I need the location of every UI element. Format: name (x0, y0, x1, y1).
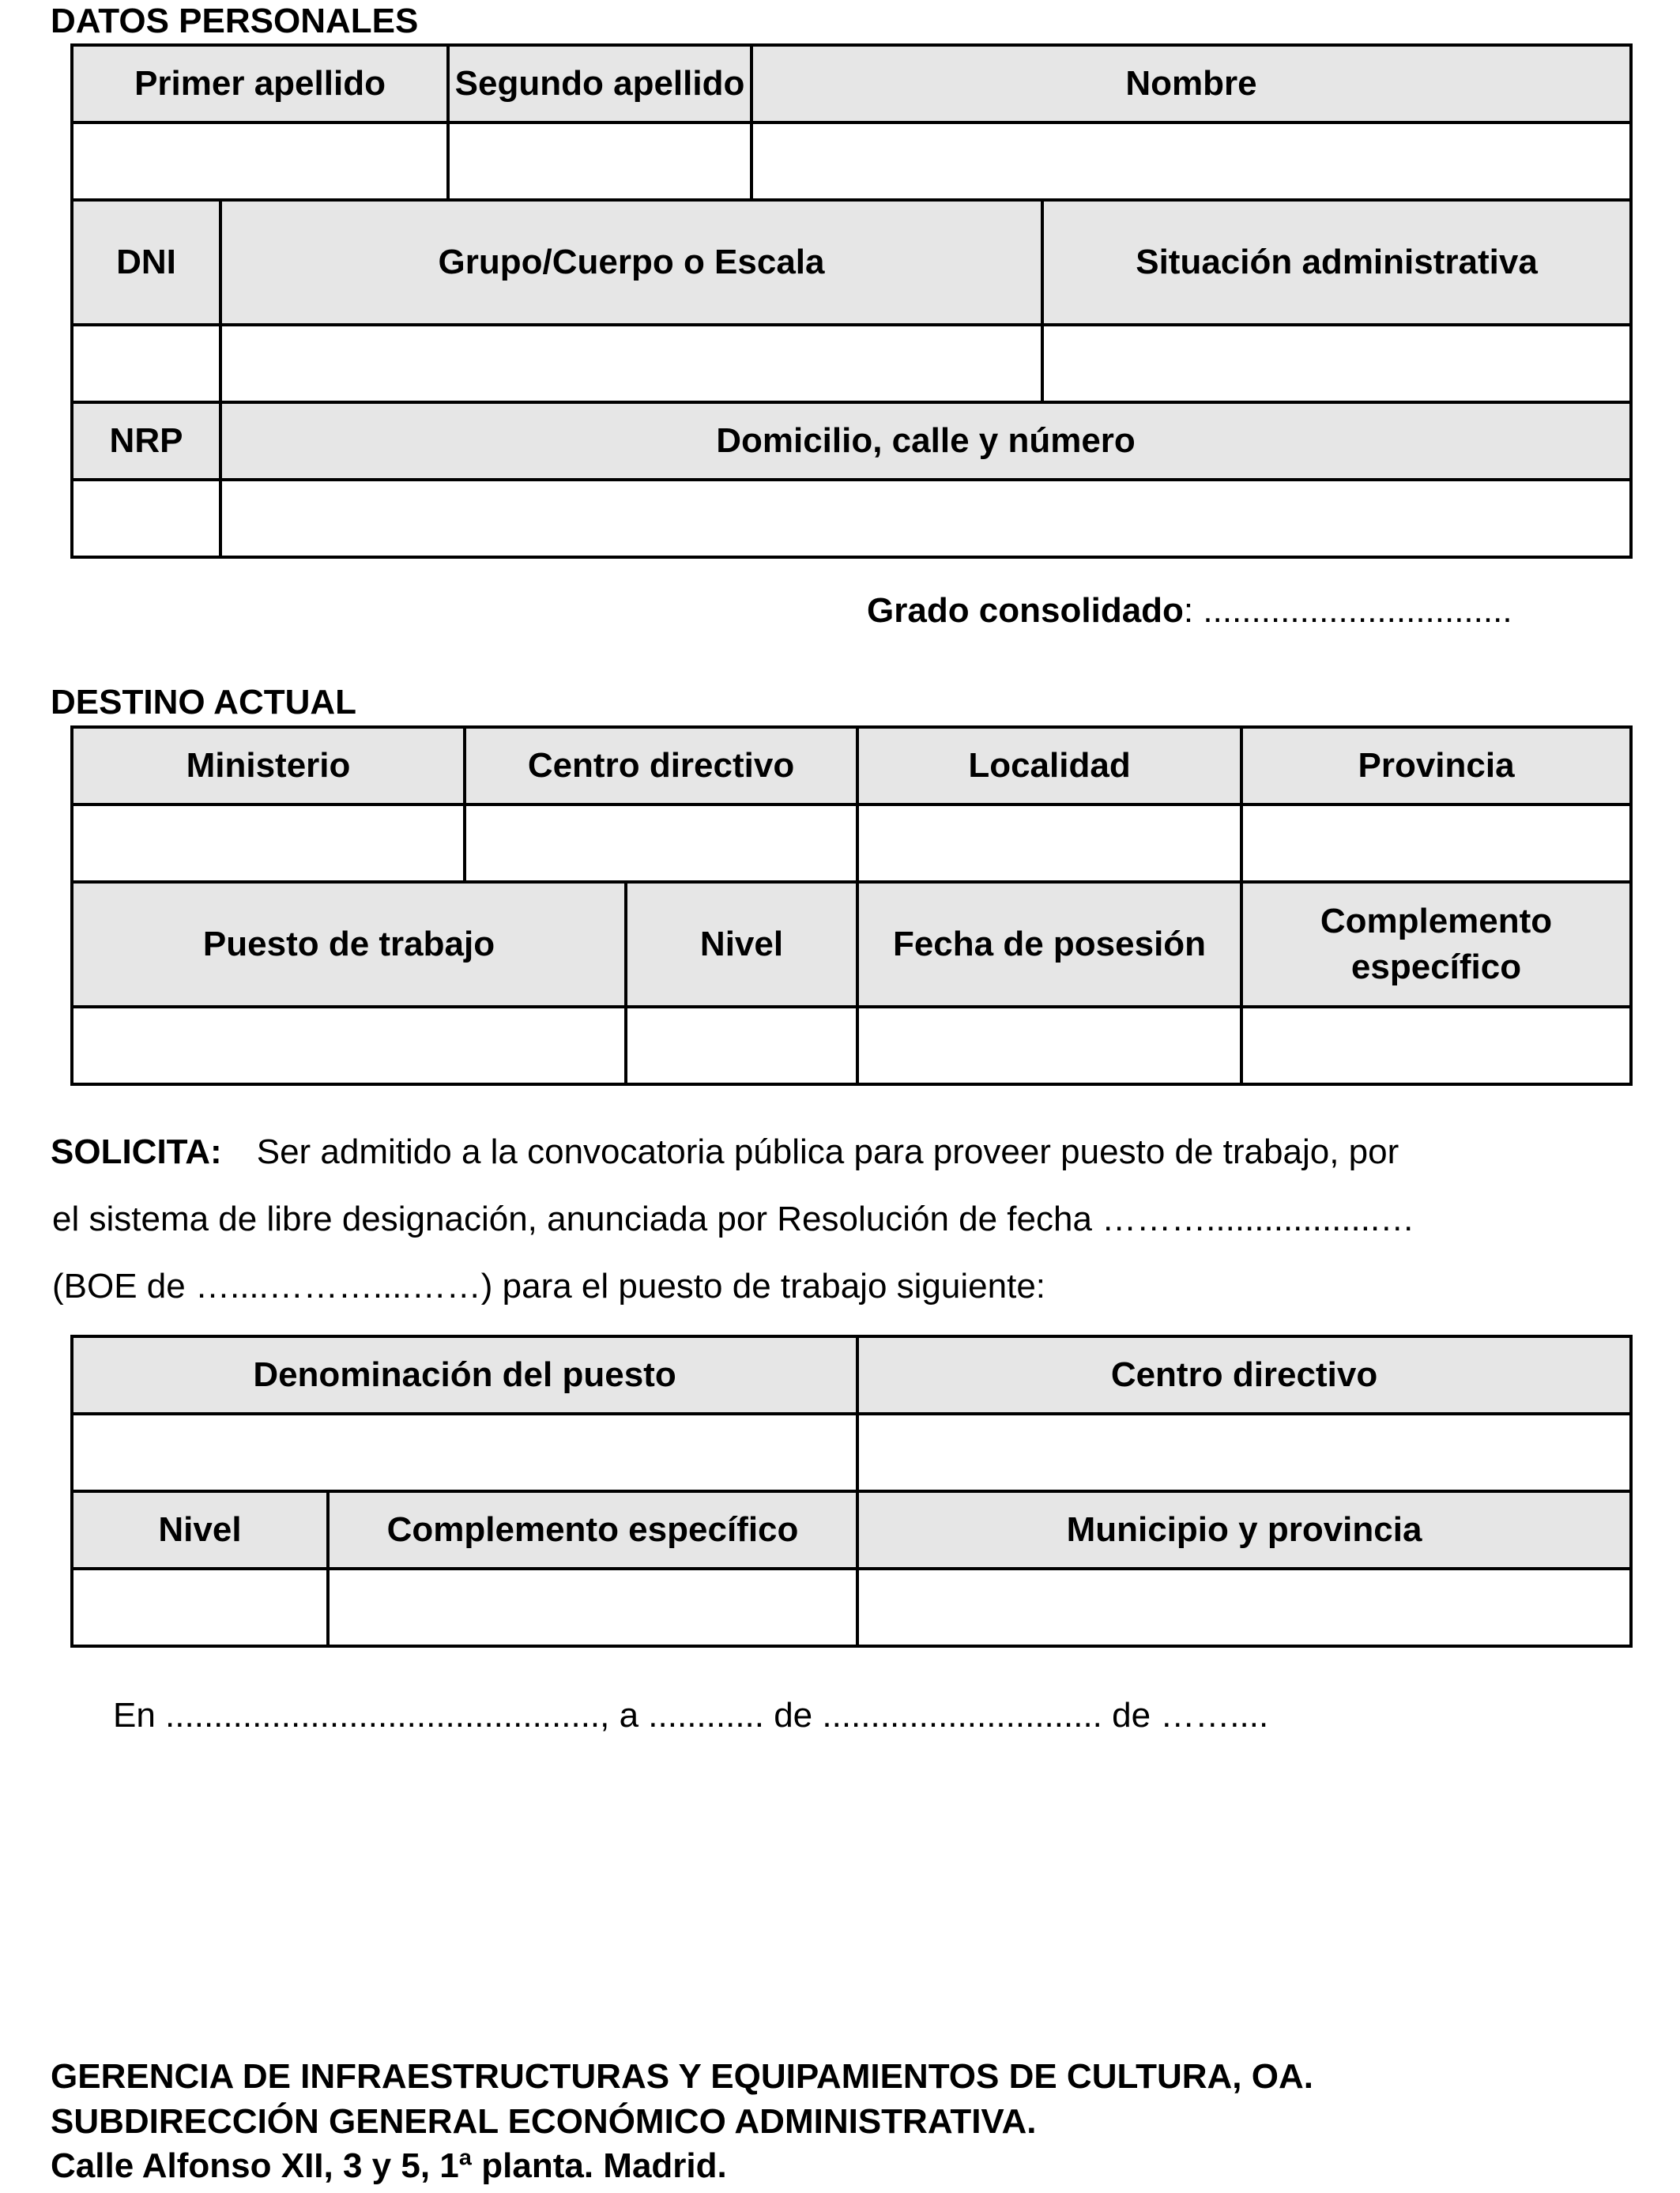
solicita-line-1 (51, 1132, 1399, 1172)
header-municipio-y-provincia: Municipio y provincia (857, 1491, 1631, 1569)
ministerio-field[interactable] (72, 804, 465, 882)
header-fecha-de-posesion: Fecha de posesión (857, 882, 1241, 1007)
complemento-especifico-puesto-field[interactable] (328, 1569, 857, 1646)
nivel-puesto-field[interactable] (72, 1569, 328, 1646)
complemento-especifico-field[interactable] (1241, 1007, 1631, 1084)
header-grupo-cuerpo: Grupo/Cuerpo o Escala (220, 200, 1042, 325)
header-nombre: Nombre (751, 45, 1631, 122)
header-centro-directivo: Centro directivo (465, 727, 857, 804)
header-ministerio: Ministerio (72, 727, 465, 804)
primer-apellido-field[interactable] (72, 122, 448, 200)
localidad-field[interactable] (857, 804, 1241, 882)
nombre-field[interactable] (751, 122, 1631, 200)
footer-line-3: Calle Alfonso XII, 3 y 5, 1ª planta. Madrid. (51, 2146, 727, 2185)
nivel-field[interactable] (626, 1007, 857, 1084)
header-puesto-de-trabajo: Puesto de trabajo (72, 882, 626, 1007)
solicita-text-1: Ser admitido a la convocatoria pública para proveer puesto de trabajo, por (256, 1132, 1399, 1171)
header-situacion-administrativa: Situación administrativa (1042, 200, 1631, 325)
centro-directivo-puesto-field[interactable] (857, 1414, 1631, 1491)
header-localidad: Localidad (857, 727, 1241, 804)
header-primer-apellido: Primer apellido (72, 45, 448, 122)
solicita-line-3: (BOE de …....………....……) para el puesto de trabajo siguiente: (52, 1267, 1046, 1306)
header-nrp: NRP (72, 402, 220, 480)
header-nivel: Nivel (626, 882, 857, 1007)
nrp-field[interactable] (72, 480, 220, 557)
footer-line-2: SUBDIRECCIÓN GENERAL ECONÓMICO ADMINISTRATIVA. (51, 2102, 1037, 2141)
solicita-line-2: el sistema de libre designación, anunciada por Resolución de fecha ………..................… (52, 1200, 1415, 1238)
datos-personales-table (70, 43, 1633, 559)
denominacion-del-puesto-field[interactable] (72, 1414, 857, 1491)
centro-directivo-field[interactable] (465, 804, 857, 882)
header-nivel-puesto: Nivel (72, 1491, 328, 1569)
header-dni: DNI (72, 200, 220, 325)
domicilio-field[interactable] (220, 480, 1631, 557)
header-complemento-especifico-puesto: Complemento específico (328, 1491, 857, 1569)
grupo-cuerpo-field[interactable] (220, 325, 1042, 402)
municipio-y-provincia-field[interactable] (857, 1569, 1631, 1646)
grado-consolidado-label: Grado consolidado (867, 591, 1184, 630)
header-domicilio: Domicilio, calle y número (220, 402, 1631, 480)
destino-actual-table (70, 725, 1633, 1086)
header-centro-directivo-puesto: Centro directivo (857, 1336, 1631, 1414)
section-title-destino-actual: DESTINO ACTUAL (51, 683, 357, 722)
header-complemento-especifico: Complemento específico (1241, 882, 1631, 1007)
provincia-field[interactable] (1241, 804, 1631, 882)
header-denominacion-del-puesto: Denominación del puesto (72, 1336, 857, 1414)
puesto-de-trabajo-field[interactable] (72, 1007, 626, 1084)
fecha-de-posesion-field[interactable] (857, 1007, 1241, 1084)
puesto-solicitado-table (70, 1335, 1633, 1648)
grado-consolidado-line (867, 591, 1512, 631)
footer-line-1: GERENCIA DE INFRAESTRUCTURAS Y EQUIPAMIENTOS DE CULTURA, OA. (51, 2057, 1313, 2096)
situacion-administrativa-field[interactable] (1042, 325, 1631, 402)
header-provincia: Provincia (1241, 727, 1631, 804)
grado-consolidado-value[interactable]: : ................................ (1183, 591, 1512, 630)
segundo-apellido-field[interactable] (448, 122, 751, 200)
fecha-lugar-line[interactable]: En ............................................., a ............ de ............................. de …….... (113, 1696, 1269, 1735)
solicita-label: SOLICITA: (51, 1132, 222, 1171)
header-segundo-apellido: Segundo apellido (448, 45, 751, 122)
dni-field[interactable] (72, 325, 220, 402)
section-title-datos-personales: DATOS PERSONALES (51, 2, 419, 40)
